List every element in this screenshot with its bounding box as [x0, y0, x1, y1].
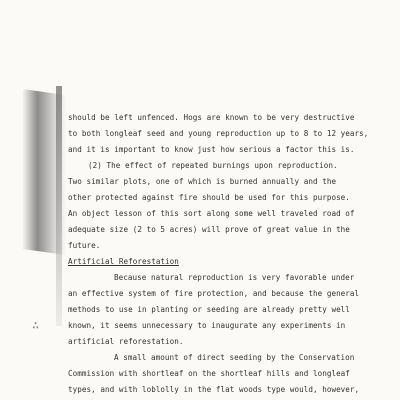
margin-mark-icon: ∴	[32, 318, 40, 332]
text-line: Two similar plots, one of which is burned annually and the	[68, 177, 337, 186]
text-line: and it is important to know just how serious a factor this is.	[68, 145, 355, 154]
text-line: known, it seems unnecessary to inaugurate any experiments in	[68, 321, 346, 330]
text-line: artificial reforestation.	[68, 337, 184, 346]
text-line: should be left unfenced. Hogs are known to be very destructive	[68, 113, 355, 122]
text-line: Commission with shortleaf on the shortleaf hills and longleaf	[68, 369, 350, 378]
text-line: future.	[68, 241, 101, 250]
text-line: (2) The effect of repeated burnings upon reproduction.	[88, 161, 338, 170]
text-line: methods to use in planting or seeding are already pretty well	[68, 305, 350, 314]
section-heading: Artificial Reforestation	[68, 257, 179, 266]
text-line: An object lesson of this sort along some well traveled road of	[68, 209, 355, 218]
typed-text-body	[68, 110, 386, 398]
text-line: other protected against fire should be used for this purpose.	[68, 193, 350, 202]
text-line: types, and with loblolly in the flat woods type would, however,	[68, 385, 360, 394]
text-line: an effective system of fire protection, and because the general	[68, 289, 360, 298]
text-line: A small amount of direct seeding by the Conservation	[114, 353, 355, 362]
page-edge-shadow	[56, 86, 62, 326]
text-line: to both longleaf seed and young reproduction up to 8 to 12 years,	[68, 129, 369, 138]
text-line: Because natural reproduction is very favorable under	[114, 273, 355, 282]
text-line: adequate size (2 to 5 acres) will prove of great value in the	[68, 225, 350, 234]
